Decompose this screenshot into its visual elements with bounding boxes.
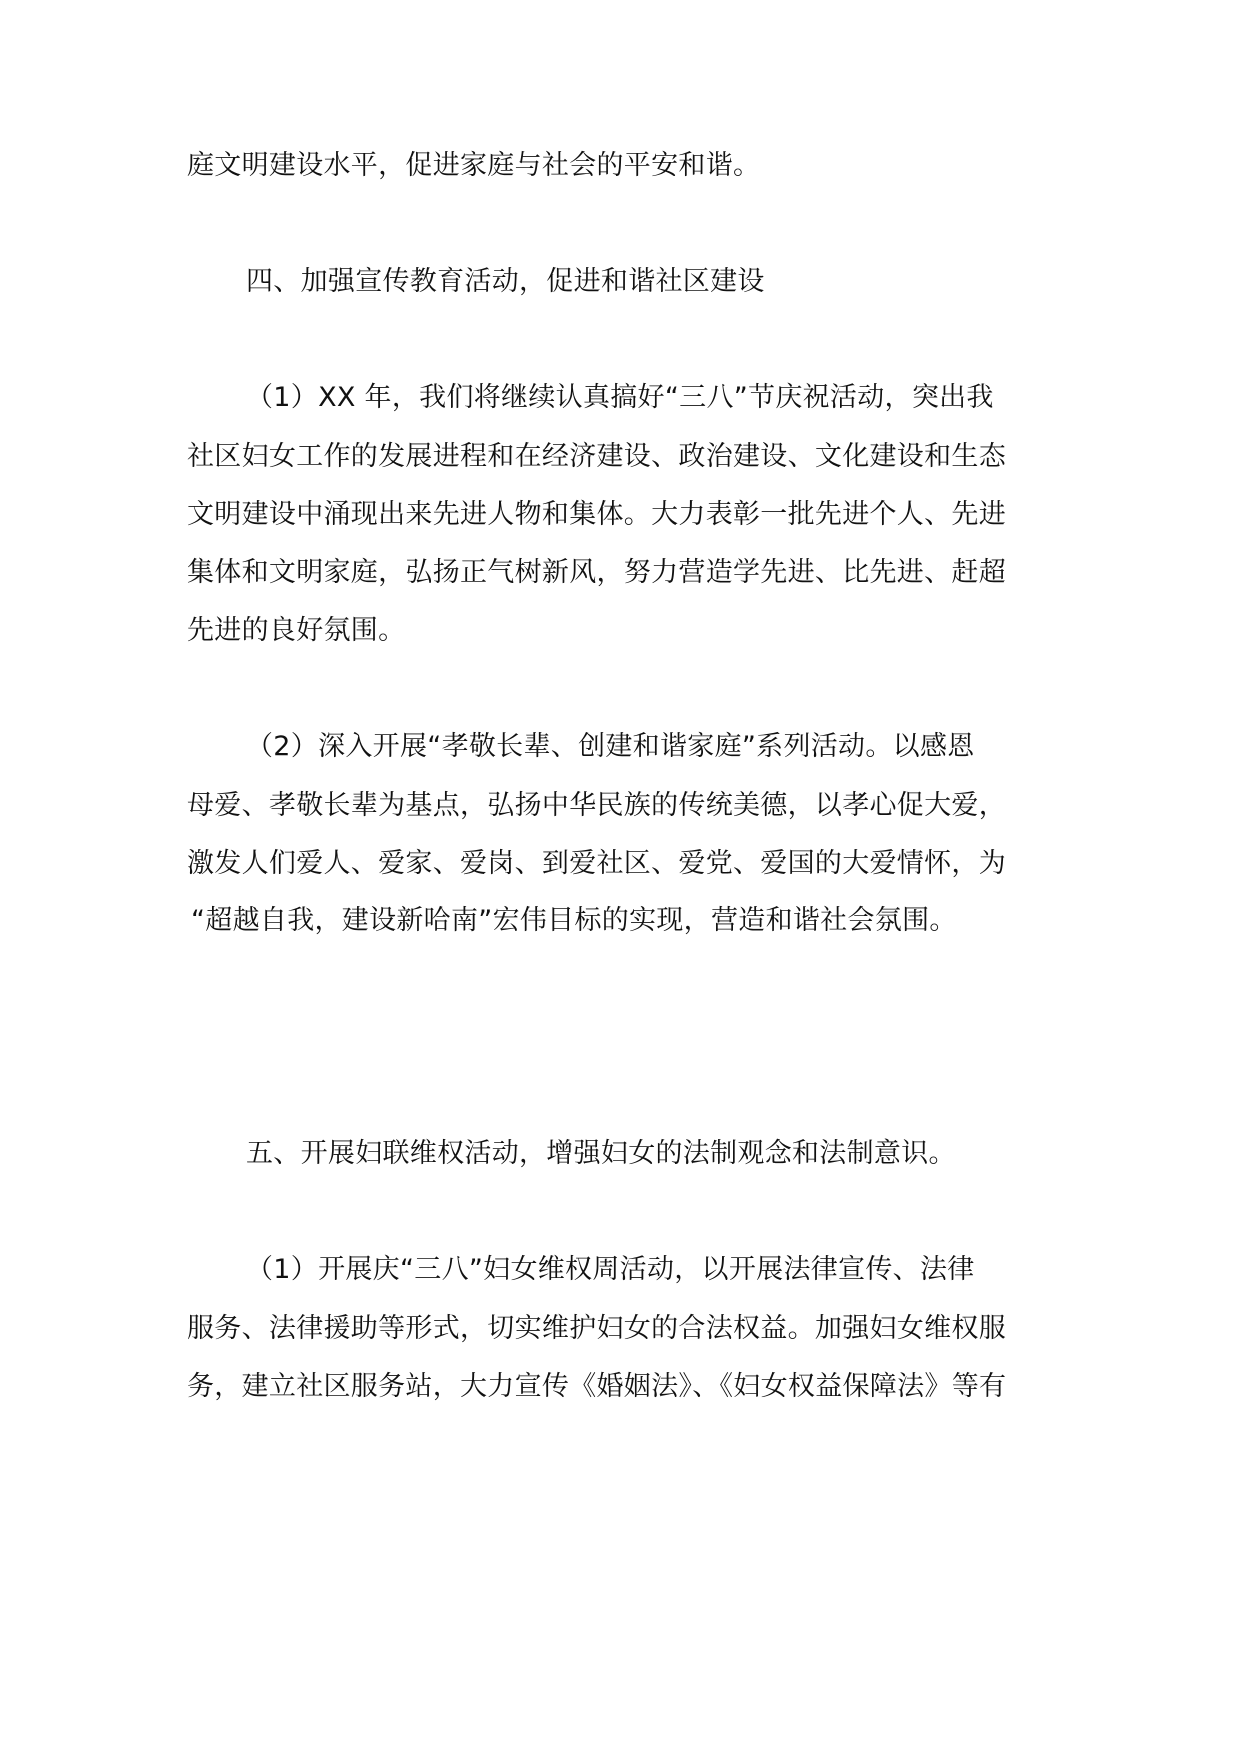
paragraph-4-2-line: （2）深入开展“孝敬长辈、创建和谐家庭”系列活动。以感恩: [246, 731, 975, 762]
section-heading-five: 五、开展妇联维权活动，增强妇女的法制观念和法制意识。: [246, 1138, 956, 1169]
paragraph-4-1-line: 社区妇女工作的发展进程和在经济建设、政治建设、文化建设和生态: [187, 441, 1006, 472]
paragraph-5-1-line: 务，建立社区服务站，大力宣传《婚姻法》、《妇女权益保障法》等有: [187, 1371, 1007, 1402]
paragraph-4-2-line: 母爱、孝敬长辈为基点，弘扬中华民族的传统美德，以孝心促大爱，: [187, 790, 1006, 821]
paragraph-4-2-line: 激发人们爱人、爱家、爱岗、到爱社区、爱党、爱国的大爱情怀，为: [187, 848, 1006, 879]
paragraph-4-1-line: （1）XX 年，我们将继续认真搞好“三八”节庆祝活动，突出我: [246, 382, 994, 413]
section-heading-four: 四、加强宣传教育活动，促进和谐社区建设: [246, 266, 765, 297]
paragraph-4-1-line: 文明建设中涌现出来先进人物和集体。大力表彰一批先进个人、先进: [187, 499, 1006, 530]
paragraph-4-1-line: 集体和文明家庭，弘扬正气树新风，努力营造学先进、比先进、赶超: [187, 557, 1006, 588]
paragraph-5-1-line: 服务、法律援助等形式，切实维护妇女的合法权益。加强妇女维权服: [187, 1313, 1006, 1344]
paragraph-4-1-line: 先进的良好氛围。: [187, 615, 406, 646]
paragraph-4-2-line: “超越自我，建设新哈南”宏伟目标的实现，营造和谐社会氛围。: [191, 905, 957, 936]
paragraph-5-1-line: （1）开展庆“三八”妇女维权周活动，以开展法律宣传、法律: [246, 1254, 975, 1285]
paragraph-continuation-line: 庭文明建设水平，促进家庭与社会的平安和谐。: [187, 150, 761, 181]
